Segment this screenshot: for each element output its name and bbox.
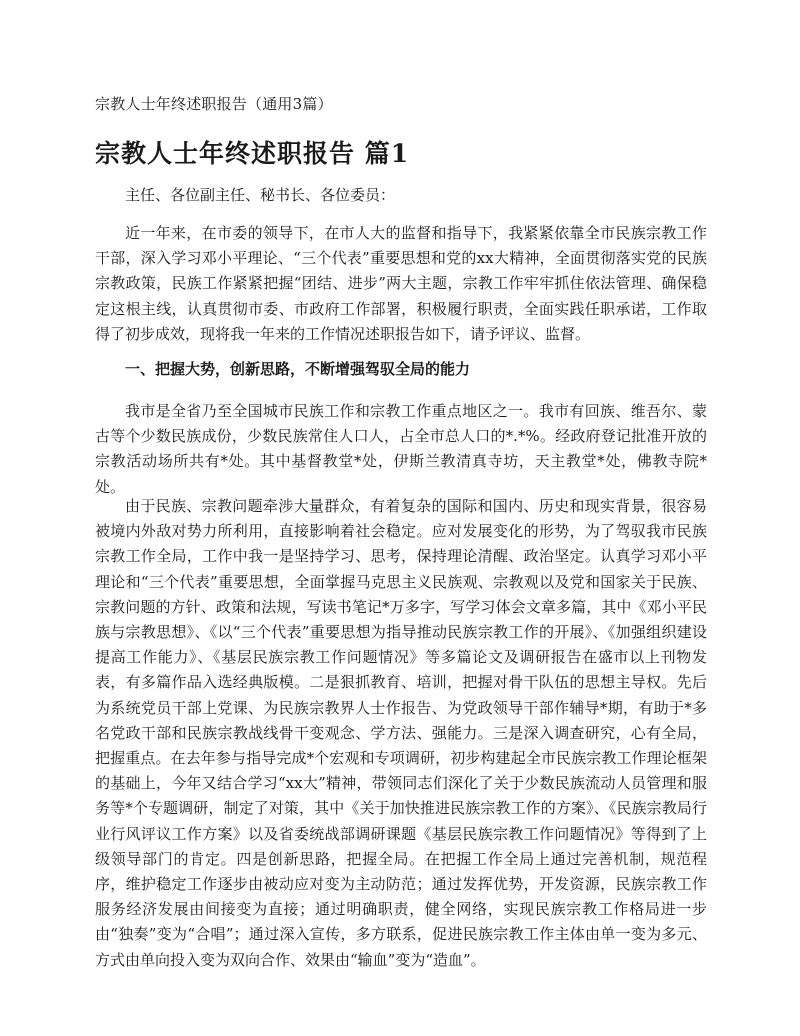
paragraph-overview: 我市是全省乃至全国城市民族工作和宗教工作重点地区之一。我市有回族、维吾尔、蒙古等个少数民族成份，少数民族常住人口人，占全市总人口的*.*%。经政府登记批准开放的宗教活动场所共有*处。其中基督教堂*处，伊斯兰教清真寺坊，天主教堂*处，佛教寺院*处。	[95, 402, 707, 496]
paragraph-work-detail: 由于民族、宗教问题牵涉大量群众，有着复杂的国际和国内、历史和现实背景，很容易被境内外敌对势力所利用，直接影响着社会稳定。应对发展变化的形势，为了驾驭我市民族宗教工作全局，工作中我一是坚持学习、思考，保持理论清醒、政治坚定。认真学习邓小平理论和“三个代表”重要思想，全面掌握马克思主义民族观、宗教观以及党和国家关于民族、宗教问题的方针、政策和法规，写读书笔记*万多字，写学习体会文章多篇，其中《邓小平民族与宗教思想》、《以“三个代表”重要思想为指导推动民族宗教工作的开展》、《加强组织建设提高工作能力》、《基层民族宗教工作问题情况》等多篇论文及调研报告在盛市以上刊物发表，有多篇作品入选经典版模。二是狠抓教育、培训，把握对骨干队伍的思想主导权。先后为系统党员干部上党课、为民族宗教界人士作报告、为党政领导干部作辅导*期，有助于*多名党政干部和民族宗教战线骨干变观念、学方法、强能力。三是深入调查研究，心有全局，把握重点。在去年参与指导完成*个宏观和专项调研，初步构建起全市民族宗教工作理论框架的基础上，今年又结合学习“xx大”精神，带领同志们深化了关于少数民族流动人员管理和服务等*个专题调研，制定了对策，其中《关于加快推进民族宗教工作的方案》、《民族宗教局行业行风评议工作方案》以及省委统战部调研课题《基层民族宗教工作问题情况》等得到了上级领导部门的肯定。四是创新思路，把握全局。在把握工作全局上通过完善机制，规范程序，维护稳定工作逐步由被动应对变为主动防范；通过发挥优势，开发资源，民族宗教工作服务经济发展由间接变为直接；通过明确职责，健全网络，实现民族宗教工作格局进一步由“独奏”变为“合唱”；通过深入宣传，多方联系，促进民族宗教工作主体由单一变为多元、方式由单向投入变为双向合作、效果由“输血”变为“造血”。	[95, 497, 707, 969]
salutation: 主任、各位副主任、秘书长、各位委员：	[125, 186, 396, 204]
document-header: 宗教人士年终述职报告（通用3篇）	[95, 95, 333, 113]
document-title: 宗教人士年终述职报告 篇1	[95, 139, 410, 168]
paragraph-intro: 近一年来，在市委的领导下，在市人大的监督和指导下，我紧紧依靠全市民族宗教工作干部，深入学习邓小平理论、“三个代表”重要思想和党的xx大精神，全面贯彻落实党的民族宗教政策，民族工作紧紧把握“团结、进步”两大主题，宗教工作牢牢抓住依法管理、确保稳定这根主线，认真贯彻市委、市政府工作部署，积极履行职责，全面实践任职承诺，工作取得了初步成效，现将我一年来的工作情况述职报告如下，请予评议、监督。	[95, 224, 707, 343]
section-heading: 一、把握大势，创新思路，不断增强驾驭全局的能力	[125, 360, 471, 378]
